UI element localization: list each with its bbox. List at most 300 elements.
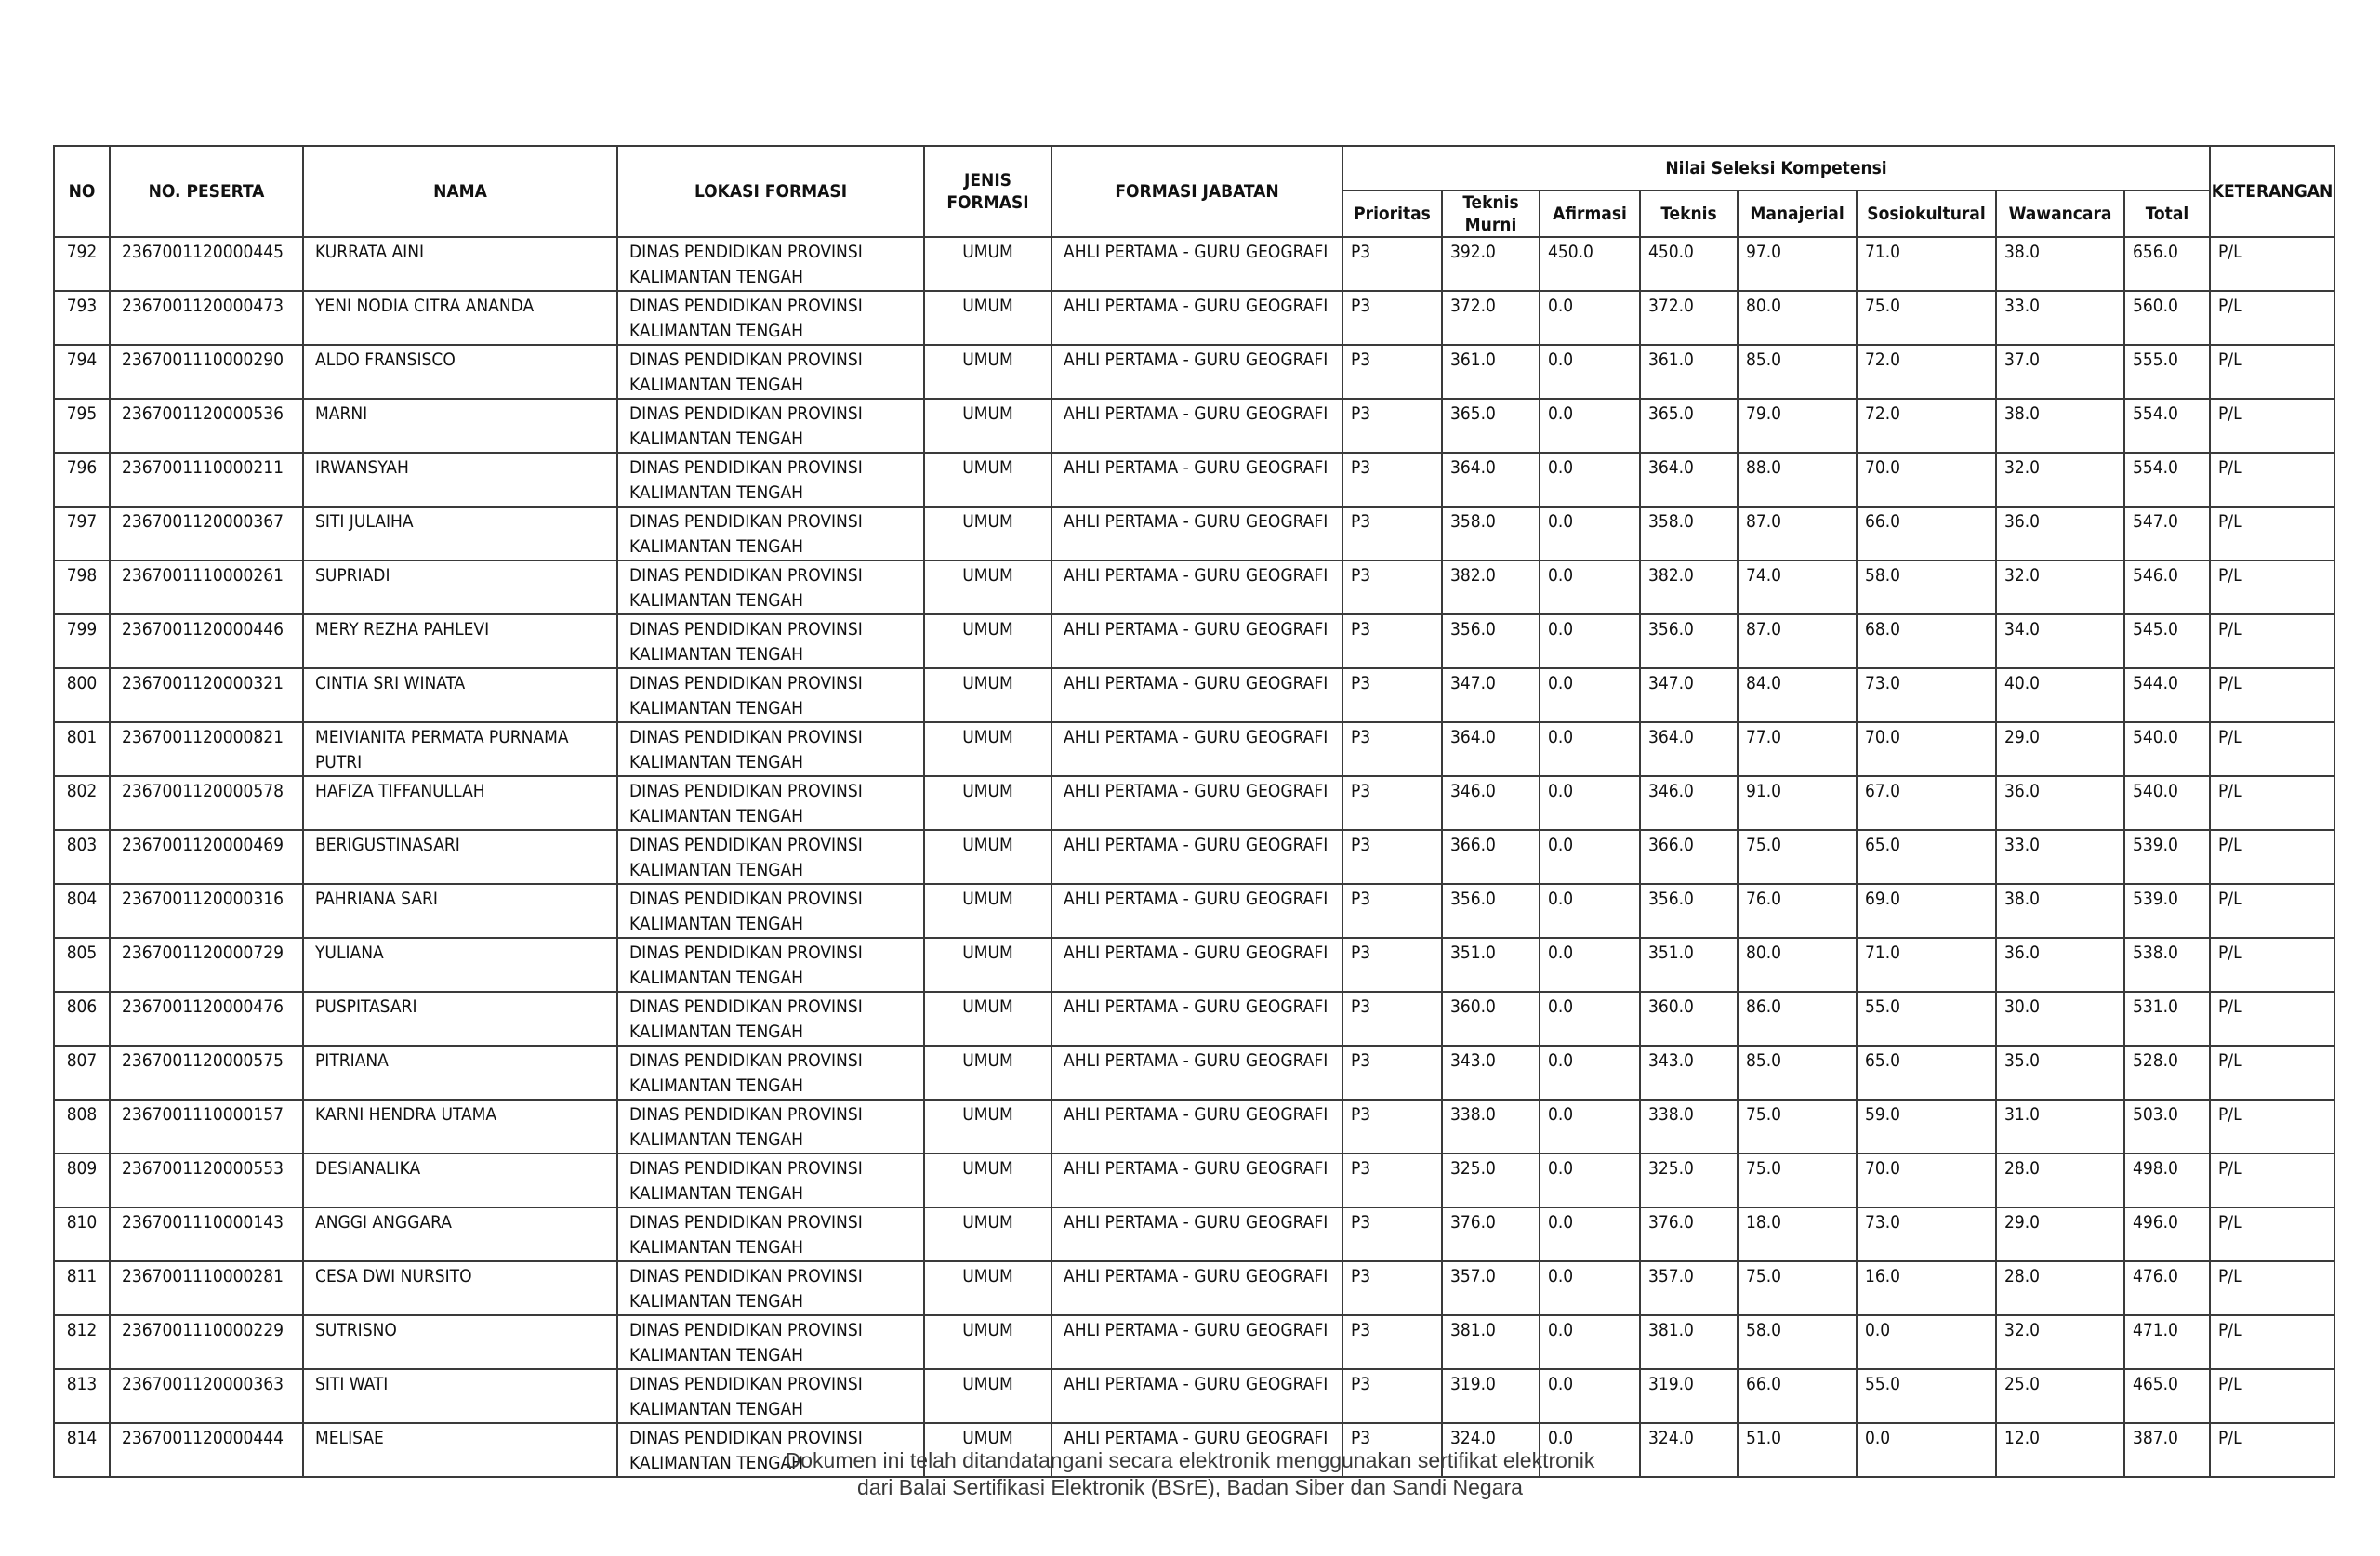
cell-manajerial: 58.0 [1738, 1315, 1857, 1369]
cell-lokasi-formasi: DINAS PENDIDIKAN PROVINSI KALIMANTAN TENGAH [617, 399, 924, 453]
cell-jenis-formasi: UMUM [924, 1315, 1051, 1369]
cell-formasi-jabatan: AHLI PERTAMA - GURU GEOGRAFI [1051, 776, 1342, 830]
cell-no: 795 [54, 399, 110, 453]
cell-lokasi-formasi: DINAS PENDIDIKAN PROVINSI KALIMANTAN TENGAH [617, 1154, 924, 1207]
cell-teknis: 356.0 [1640, 884, 1738, 938]
cell-manajerial: 75.0 [1738, 830, 1857, 884]
cell-sosiokultural: 0.0 [1857, 1423, 1996, 1477]
cell-teknis-murni: 381.0 [1442, 1315, 1540, 1369]
cell-lokasi-formasi: DINAS PENDIDIKAN PROVINSI KALIMANTAN TENGAH [617, 722, 924, 776]
cell-manajerial: 75.0 [1738, 1100, 1857, 1154]
cell-teknis: 346.0 [1640, 776, 1738, 830]
cell-wawancara: 38.0 [1996, 237, 2124, 291]
cell-teknis-murni: 356.0 [1442, 614, 1540, 668]
cell-sosiokultural: 70.0 [1857, 1154, 1996, 1207]
cell-no-peserta: 2367001120000553 [110, 1154, 303, 1207]
cell-keterangan: P/L [2210, 1423, 2334, 1477]
cell-afirmasi: 0.0 [1540, 1046, 1640, 1100]
cell-teknis-murni: 392.0 [1442, 237, 1540, 291]
cell-nama: YULIANA [303, 938, 617, 992]
cell-keterangan: P/L [2210, 560, 2334, 614]
cell-no: 803 [54, 830, 110, 884]
cell-manajerial: 91.0 [1738, 776, 1857, 830]
cell-teknis: 364.0 [1640, 453, 1738, 507]
cell-jenis-formasi: UMUM [924, 507, 1051, 560]
cell-no: 807 [54, 1046, 110, 1100]
table-row [54, 1315, 2334, 1369]
cell-keterangan: P/L [2210, 614, 2334, 668]
cell-prioritas: P3 [1342, 722, 1442, 776]
cell-wawancara: 36.0 [1996, 938, 2124, 992]
cell-no-peserta: 2367001120000444 [110, 1423, 303, 1477]
cell-nama: HAFIZA TIFFANULLAH [303, 776, 617, 830]
cell-sosiokultural: 69.0 [1857, 884, 1996, 938]
cell-wawancara: 12.0 [1996, 1423, 2124, 1477]
table-row [54, 1261, 2334, 1315]
cell-afirmasi: 0.0 [1540, 776, 1640, 830]
cell-sosiokultural: 55.0 [1857, 1369, 1996, 1423]
cell-no-peserta: 2367001120000476 [110, 992, 303, 1046]
cell-teknis-murni: 356.0 [1442, 884, 1540, 938]
cell-no: 798 [54, 560, 110, 614]
cell-formasi-jabatan: AHLI PERTAMA - GURU GEOGRAFI [1051, 1100, 1342, 1154]
cell-keterangan: P/L [2210, 399, 2334, 453]
cell-wawancara: 32.0 [1996, 453, 2124, 507]
cell-afirmasi: 450.0 [1540, 237, 1640, 291]
cell-sosiokultural: 16.0 [1857, 1261, 1996, 1315]
cell-lokasi-formasi: DINAS PENDIDIKAN PROVINSI KALIMANTAN TENGAH [617, 1207, 924, 1261]
cell-prioritas: P3 [1342, 668, 1442, 722]
cell-afirmasi: 0.0 [1540, 291, 1640, 345]
cell-teknis-murni: 364.0 [1442, 722, 1540, 776]
header-jenis-formasi: JENIS FORMASI [924, 146, 1051, 237]
cell-total: 555.0 [2124, 345, 2210, 399]
cell-manajerial: 51.0 [1738, 1423, 1857, 1477]
cell-total: 496.0 [2124, 1207, 2210, 1261]
cell-no-peserta: 2367001120000821 [110, 722, 303, 776]
cell-nama: MARNI [303, 399, 617, 453]
cell-total: 503.0 [2124, 1100, 2210, 1154]
cell-sosiokultural: 68.0 [1857, 614, 1996, 668]
cell-no-peserta: 2367001110000143 [110, 1207, 303, 1261]
cell-no: 805 [54, 938, 110, 992]
cell-afirmasi: 0.0 [1540, 453, 1640, 507]
cell-wawancara: 36.0 [1996, 507, 2124, 560]
cell-no: 801 [54, 722, 110, 776]
table-row [54, 722, 2334, 776]
cell-teknis: 450.0 [1640, 237, 1738, 291]
cell-keterangan: P/L [2210, 722, 2334, 776]
cell-teknis: 361.0 [1640, 345, 1738, 399]
table-row [54, 237, 2334, 291]
cell-no-peserta: 2367001110000261 [110, 560, 303, 614]
cell-wawancara: 33.0 [1996, 291, 2124, 345]
cell-no-peserta: 2367001120000469 [110, 830, 303, 884]
cell-nama: ALDO FRANSISCO [303, 345, 617, 399]
cell-afirmasi: 0.0 [1540, 1315, 1640, 1369]
cell-lokasi-formasi: DINAS PENDIDIKAN PROVINSI KALIMANTAN TENGAH [617, 614, 924, 668]
table-row [54, 992, 2334, 1046]
cell-keterangan: P/L [2210, 884, 2334, 938]
cell-teknis: 319.0 [1640, 1369, 1738, 1423]
cell-jenis-formasi: UMUM [924, 1207, 1051, 1261]
cell-total: 539.0 [2124, 884, 2210, 938]
cell-jenis-formasi: UMUM [924, 722, 1051, 776]
cell-teknis: 343.0 [1640, 1046, 1738, 1100]
cell-manajerial: 80.0 [1738, 938, 1857, 992]
cell-wawancara: 40.0 [1996, 668, 2124, 722]
cell-prioritas: P3 [1342, 291, 1442, 345]
cell-wawancara: 31.0 [1996, 1100, 2124, 1154]
cell-afirmasi: 0.0 [1540, 1369, 1640, 1423]
cell-afirmasi: 0.0 [1540, 1154, 1640, 1207]
cell-formasi-jabatan: AHLI PERTAMA - GURU GEOGRAFI [1051, 399, 1342, 453]
cell-no: 814 [54, 1423, 110, 1477]
header-total: Total [2124, 191, 2210, 237]
cell-keterangan: P/L [2210, 992, 2334, 1046]
cell-afirmasi: 0.0 [1540, 938, 1640, 992]
header-afirmasi: Afirmasi [1540, 191, 1640, 237]
cell-prioritas: P3 [1342, 1261, 1442, 1315]
cell-manajerial: 97.0 [1738, 237, 1857, 291]
cell-teknis: 357.0 [1640, 1261, 1738, 1315]
cell-no-peserta: 2367001110000290 [110, 345, 303, 399]
cell-formasi-jabatan: AHLI PERTAMA - GURU GEOGRAFI [1051, 507, 1342, 560]
cell-formasi-jabatan: AHLI PERTAMA - GURU GEOGRAFI [1051, 830, 1342, 884]
cell-manajerial: 84.0 [1738, 668, 1857, 722]
cell-jenis-formasi: UMUM [924, 668, 1051, 722]
cell-keterangan: P/L [2210, 507, 2334, 560]
cell-keterangan: P/L [2210, 345, 2334, 399]
cell-nama: PITRIANA [303, 1046, 617, 1100]
cell-jenis-formasi: UMUM [924, 560, 1051, 614]
cell-prioritas: P3 [1342, 1100, 1442, 1154]
cell-no: 811 [54, 1261, 110, 1315]
cell-teknis-murni: 338.0 [1442, 1100, 1540, 1154]
cell-no-peserta: 2367001120000445 [110, 237, 303, 291]
cell-wawancara: 29.0 [1996, 1207, 2124, 1261]
cell-prioritas: P3 [1342, 776, 1442, 830]
cell-manajerial: 85.0 [1738, 1046, 1857, 1100]
cell-teknis-murni: 365.0 [1442, 399, 1540, 453]
cell-keterangan: P/L [2210, 291, 2334, 345]
cell-jenis-formasi: UMUM [924, 1423, 1051, 1477]
header-nilai-seleksi-kompetensi: Nilai Seleksi Kompetensi [1342, 146, 2210, 191]
footer-line-1: Dokumen ini telah ditandatangani secara elektronik menggunakan sertifikat elektronik [785, 1448, 1595, 1472]
cell-jenis-formasi: UMUM [924, 938, 1051, 992]
cell-jenis-formasi: UMUM [924, 830, 1051, 884]
table-row [54, 1369, 2334, 1423]
table-header [54, 146, 2334, 237]
table-row [54, 830, 2334, 884]
cell-no: 812 [54, 1315, 110, 1369]
cell-keterangan: P/L [2210, 1100, 2334, 1154]
cell-no: 813 [54, 1369, 110, 1423]
cell-afirmasi: 0.0 [1540, 614, 1640, 668]
cell-no: 792 [54, 237, 110, 291]
cell-total: 387.0 [2124, 1423, 2210, 1477]
cell-wawancara: 28.0 [1996, 1261, 2124, 1315]
cell-teknis: 372.0 [1640, 291, 1738, 345]
cell-keterangan: P/L [2210, 1154, 2334, 1207]
cell-manajerial: 76.0 [1738, 884, 1857, 938]
cell-no-peserta: 2367001120000367 [110, 507, 303, 560]
cell-manajerial: 86.0 [1738, 992, 1857, 1046]
cell-prioritas: P3 [1342, 884, 1442, 938]
cell-lokasi-formasi: DINAS PENDIDIKAN PROVINSI KALIMANTAN TENGAH [617, 1261, 924, 1315]
cell-teknis-murni: 361.0 [1442, 345, 1540, 399]
cell-afirmasi: 0.0 [1540, 345, 1640, 399]
table-row [54, 560, 2334, 614]
cell-lokasi-formasi: DINAS PENDIDIKAN PROVINSI KALIMANTAN TENGAH [617, 453, 924, 507]
cell-nama: MEIVIANITA PERMATA PURNAMA PUTRI [303, 722, 617, 776]
cell-no: 794 [54, 345, 110, 399]
cell-teknis-murni: 343.0 [1442, 1046, 1540, 1100]
cell-jenis-formasi: UMUM [924, 1261, 1051, 1315]
cell-formasi-jabatan: AHLI PERTAMA - GURU GEOGRAFI [1051, 1046, 1342, 1100]
cell-nama: KURRATA AINI [303, 237, 617, 291]
cell-afirmasi: 0.0 [1540, 1261, 1640, 1315]
cell-keterangan: P/L [2210, 1207, 2334, 1261]
cell-total: 528.0 [2124, 1046, 2210, 1100]
cell-wawancara: 33.0 [1996, 830, 2124, 884]
cell-no: 806 [54, 992, 110, 1046]
cell-nama: SITI WATI [303, 1369, 617, 1423]
cell-formasi-jabatan: AHLI PERTAMA - GURU GEOGRAFI [1051, 1369, 1342, 1423]
cell-wawancara: 35.0 [1996, 1046, 2124, 1100]
cell-keterangan: P/L [2210, 830, 2334, 884]
cell-prioritas: P3 [1342, 1423, 1442, 1477]
cell-teknis: 381.0 [1640, 1315, 1738, 1369]
cell-no: 809 [54, 1154, 110, 1207]
footer-line-2: dari Balai Sertifikasi Elektronik (BSrE), Badan Siber dan Sandi Negara [857, 1475, 1523, 1499]
cell-teknis: 356.0 [1640, 614, 1738, 668]
cell-formasi-jabatan: AHLI PERTAMA - GURU GEOGRAFI [1051, 1154, 1342, 1207]
cell-teknis-murni: 366.0 [1442, 830, 1540, 884]
cell-keterangan: P/L [2210, 1261, 2334, 1315]
cell-afirmasi: 0.0 [1540, 668, 1640, 722]
cell-total: 546.0 [2124, 560, 2210, 614]
cell-wawancara: 32.0 [1996, 1315, 2124, 1369]
cell-afirmasi: 0.0 [1540, 1100, 1640, 1154]
cell-formasi-jabatan: AHLI PERTAMA - GURU GEOGRAFI [1051, 614, 1342, 668]
cell-lokasi-formasi: DINAS PENDIDIKAN PROVINSI KALIMANTAN TENGAH [617, 1046, 924, 1100]
cell-jenis-formasi: UMUM [924, 992, 1051, 1046]
cell-afirmasi: 0.0 [1540, 1207, 1640, 1261]
cell-total: 540.0 [2124, 776, 2210, 830]
cell-jenis-formasi: UMUM [924, 453, 1051, 507]
table-row [54, 1207, 2334, 1261]
cell-nama: YENI NODIA CITRA ANANDA [303, 291, 617, 345]
cell-formasi-jabatan: AHLI PERTAMA - GURU GEOGRAFI [1051, 345, 1342, 399]
cell-manajerial: 85.0 [1738, 345, 1857, 399]
cell-sosiokultural: 71.0 [1857, 237, 1996, 291]
cell-no-peserta: 2367001120000321 [110, 668, 303, 722]
cell-teknis: 382.0 [1640, 560, 1738, 614]
cell-jenis-formasi: UMUM [924, 1046, 1051, 1100]
cell-keterangan: P/L [2210, 668, 2334, 722]
cell-manajerial: 74.0 [1738, 560, 1857, 614]
cell-total: 656.0 [2124, 237, 2210, 291]
cell-afirmasi: 0.0 [1540, 507, 1640, 560]
cell-afirmasi: 0.0 [1540, 560, 1640, 614]
cell-jenis-formasi: UMUM [924, 345, 1051, 399]
header-nama: NAMA [303, 146, 617, 237]
cell-sosiokultural: 70.0 [1857, 722, 1996, 776]
cell-afirmasi: 0.0 [1540, 884, 1640, 938]
cell-teknis-murni: 372.0 [1442, 291, 1540, 345]
cell-nama: MERY REZHA PAHLEVI [303, 614, 617, 668]
header-teknis-murni: Teknis Murni [1442, 191, 1540, 237]
cell-keterangan: P/L [2210, 453, 2334, 507]
cell-prioritas: P3 [1342, 1369, 1442, 1423]
cell-wawancara: 38.0 [1996, 399, 2124, 453]
cell-nama: PUSPITASARI [303, 992, 617, 1046]
cell-prioritas: P3 [1342, 453, 1442, 507]
cell-nama: CESA DWI NURSITO [303, 1261, 617, 1315]
cell-jenis-formasi: UMUM [924, 237, 1051, 291]
cell-sosiokultural: 72.0 [1857, 345, 1996, 399]
cell-jenis-formasi: UMUM [924, 1100, 1051, 1154]
cell-sosiokultural: 65.0 [1857, 830, 1996, 884]
cell-formasi-jabatan: AHLI PERTAMA - GURU GEOGRAFI [1051, 992, 1342, 1046]
cell-no-peserta: 2367001120000363 [110, 1369, 303, 1423]
table-row [54, 291, 2334, 345]
cell-keterangan: P/L [2210, 938, 2334, 992]
cell-no-peserta: 2367001120000446 [110, 614, 303, 668]
cell-jenis-formasi: UMUM [924, 1369, 1051, 1423]
cell-nama: CINTIA SRI WINATA [303, 668, 617, 722]
cell-total: 554.0 [2124, 399, 2210, 453]
header-no: NO [54, 146, 110, 237]
cell-wawancara: 37.0 [1996, 345, 2124, 399]
cell-no-peserta: 2367001120000536 [110, 399, 303, 453]
cell-sosiokultural: 75.0 [1857, 291, 1996, 345]
cell-teknis-murni: 376.0 [1442, 1207, 1540, 1261]
cell-total: 465.0 [2124, 1369, 2210, 1423]
cell-lokasi-formasi: DINAS PENDIDIKAN PROVINSI KALIMANTAN TENGAH [617, 1315, 924, 1369]
cell-manajerial: 87.0 [1738, 507, 1857, 560]
cell-prioritas: P3 [1342, 399, 1442, 453]
cell-lokasi-formasi: DINAS PENDIDIKAN PROVINSI KALIMANTAN TENGAH [617, 992, 924, 1046]
cell-no: 808 [54, 1100, 110, 1154]
cell-nama: MELISAE [303, 1423, 617, 1477]
table-row [54, 453, 2334, 507]
cell-lokasi-formasi: DINAS PENDIDIKAN PROVINSI KALIMANTAN TENGAH [617, 938, 924, 992]
cell-nama: SUTRISNO [303, 1315, 617, 1369]
cell-teknis: 325.0 [1640, 1154, 1738, 1207]
cell-total: 539.0 [2124, 830, 2210, 884]
table-row [54, 884, 2334, 938]
cell-nama: DESIANALIKA [303, 1154, 617, 1207]
cell-sosiokultural: 70.0 [1857, 453, 1996, 507]
cell-wawancara: 30.0 [1996, 992, 2124, 1046]
cell-sosiokultural: 66.0 [1857, 507, 1996, 560]
cell-lokasi-formasi: DINAS PENDIDIKAN PROVINSI KALIMANTAN TENGAH [617, 1423, 924, 1477]
cell-total: 544.0 [2124, 668, 2210, 722]
table-row [54, 1154, 2334, 1207]
cell-manajerial: 77.0 [1738, 722, 1857, 776]
cell-lokasi-formasi: DINAS PENDIDIKAN PROVINSI KALIMANTAN TENGAH [617, 345, 924, 399]
cell-manajerial: 80.0 [1738, 291, 1857, 345]
cell-jenis-formasi: UMUM [924, 1154, 1051, 1207]
cell-no: 793 [54, 291, 110, 345]
cell-prioritas: P3 [1342, 1046, 1442, 1100]
cell-sosiokultural: 59.0 [1857, 1100, 1996, 1154]
cell-jenis-formasi: UMUM [924, 291, 1051, 345]
cell-no: 800 [54, 668, 110, 722]
cell-formasi-jabatan: AHLI PERTAMA - GURU GEOGRAFI [1051, 291, 1342, 345]
cell-manajerial: 75.0 [1738, 1154, 1857, 1207]
cell-sosiokultural: 73.0 [1857, 668, 1996, 722]
cell-lokasi-formasi: DINAS PENDIDIKAN PROVINSI KALIMANTAN TENGAH [617, 1369, 924, 1423]
cell-total: 531.0 [2124, 992, 2210, 1046]
cell-no-peserta: 2367001110000211 [110, 453, 303, 507]
cell-afirmasi: 0.0 [1540, 399, 1640, 453]
cell-jenis-formasi: UMUM [924, 614, 1051, 668]
cell-teknis: 366.0 [1640, 830, 1738, 884]
cell-total: 547.0 [2124, 507, 2210, 560]
table-row [54, 668, 2334, 722]
cell-wawancara: 29.0 [1996, 722, 2124, 776]
cell-prioritas: P3 [1342, 992, 1442, 1046]
cell-wawancara: 34.0 [1996, 614, 2124, 668]
cell-teknis: 358.0 [1640, 507, 1738, 560]
table-row [54, 507, 2334, 560]
cell-keterangan: P/L [2210, 776, 2334, 830]
cell-formasi-jabatan: AHLI PERTAMA - GURU GEOGRAFI [1051, 1423, 1342, 1477]
cell-nama: SITI JULAIHA [303, 507, 617, 560]
cell-no: 802 [54, 776, 110, 830]
cell-formasi-jabatan: AHLI PERTAMA - GURU GEOGRAFI [1051, 1207, 1342, 1261]
cell-sosiokultural: 65.0 [1857, 1046, 1996, 1100]
cell-lokasi-formasi: DINAS PENDIDIKAN PROVINSI KALIMANTAN TENGAH [617, 237, 924, 291]
cell-keterangan: P/L [2210, 1046, 2334, 1100]
cell-teknis-murni: 358.0 [1442, 507, 1540, 560]
cell-formasi-jabatan: AHLI PERTAMA - GURU GEOGRAFI [1051, 1261, 1342, 1315]
cell-afirmasi: 0.0 [1540, 830, 1640, 884]
table-row [54, 1046, 2334, 1100]
header-no-peserta: NO. PESERTA [110, 146, 303, 237]
cell-nama: KARNI HENDRA UTAMA [303, 1100, 617, 1154]
cell-afirmasi: 0.0 [1540, 1423, 1640, 1477]
cell-manajerial: 18.0 [1738, 1207, 1857, 1261]
cell-formasi-jabatan: AHLI PERTAMA - GURU GEOGRAFI [1051, 237, 1342, 291]
cell-teknis: 360.0 [1640, 992, 1738, 1046]
cell-manajerial: 87.0 [1738, 614, 1857, 668]
cell-prioritas: P3 [1342, 507, 1442, 560]
cell-teknis: 324.0 [1640, 1423, 1738, 1477]
table-row [54, 776, 2334, 830]
cell-prioritas: P3 [1342, 938, 1442, 992]
cell-no-peserta: 2367001120000473 [110, 291, 303, 345]
cell-wawancara: 36.0 [1996, 776, 2124, 830]
cell-formasi-jabatan: AHLI PERTAMA - GURU GEOGRAFI [1051, 453, 1342, 507]
cell-teknis-murni: 325.0 [1442, 1154, 1540, 1207]
cell-jenis-formasi: UMUM [924, 884, 1051, 938]
cell-manajerial: 66.0 [1738, 1369, 1857, 1423]
cell-teknis-murni: 319.0 [1442, 1369, 1540, 1423]
cell-sosiokultural: 0.0 [1857, 1315, 1996, 1369]
cell-teknis-murni: 360.0 [1442, 992, 1540, 1046]
table-row [54, 399, 2334, 453]
cell-teknis: 365.0 [1640, 399, 1738, 453]
cell-teknis-murni: 346.0 [1442, 776, 1540, 830]
cell-no-peserta: 2367001120000729 [110, 938, 303, 992]
cell-no: 804 [54, 884, 110, 938]
cell-prioritas: P3 [1342, 345, 1442, 399]
header-wawancara: Wawancara [1996, 191, 2124, 237]
